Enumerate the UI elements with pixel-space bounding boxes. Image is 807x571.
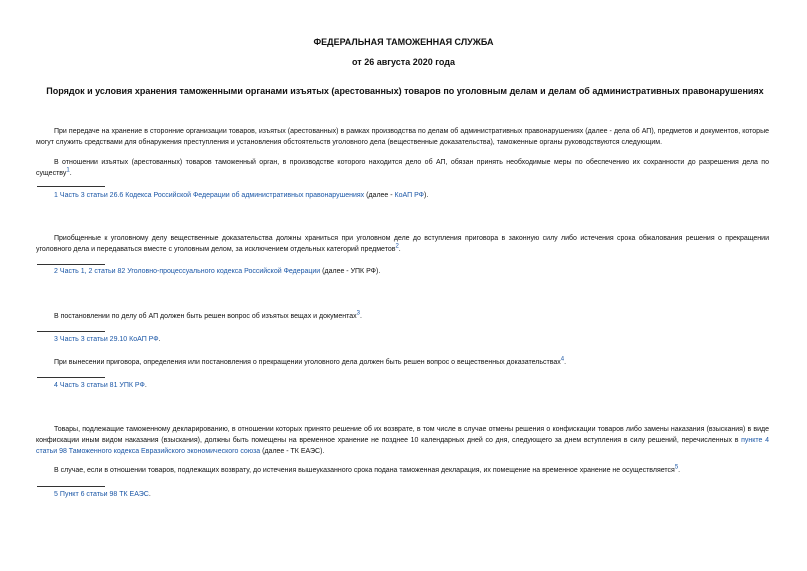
paragraph-1: При передаче на хранение в сторонние организации товаров, изъятых (арестованных) в рамках производства по делам об административных правонарушениях (далее - дела об АП), предметов и документов, которые могут служить средствами для обнаружения преступления и установления обстоятельств уголовного дела (вещественные доказательства), таможенные органы руководствуются следующим.: [36, 128, 769, 146]
koap-link[interactable]: КоАП РФ: [394, 192, 424, 199]
paragraph-5: При вынесении приговора, определения или постановления о прекращении уголовного дела должен быть решен вопрос о вещественных доказательствах$^4$.: [54, 356, 567, 366]
footnote-ref-2[interactable]: 2: [395, 243, 399, 250]
paragraph-2: В отношении изъятых (арестованных) товаров таможенный орган, в производстве которого находится дело об АП, обязан принять необходимые меры по обеспечению их сохранности до разрешения дела по существу$^1$.: [36, 159, 769, 177]
footnote-2-link[interactable]: Часть 1, 2 статьи 82 Уголовно-процессуального кодекса Российской Федерации: [59, 268, 321, 275]
footnote-4-marker: 4: [54, 382, 58, 389]
footnote-ref-5[interactable]: 5: [674, 464, 679, 471]
document-date: от 26 августа 2020 года: [352, 57, 455, 67]
footnote-ref-3[interactable]: 3: [356, 310, 360, 317]
footnote-2-marker: 2: [54, 268, 58, 275]
paragraph-7: В случае, если в отношении товаров, подлежащих возврату, до истечения вышеуказанного срока подана таможенная декларация, их помещение на временное хранение не осуществляется$^5$.: [54, 464, 681, 474]
footnote-1: 1 Часть 3 статьи 26.6 Кодекса Российской Федерации об административных правонарушениях (далее - КоАП РФ).: [54, 192, 429, 199]
tk-eaes-article-98-link[interactable]: пункте 4 статьи 98 Таможенного кодекса Евразийского экономического союза: [36, 437, 769, 455]
paragraph-6: Товары, подлежащие таможенному декларированию, в отношении которых принято решение об их возврате, в том числе в случае отмены решения о конфискации товаров либо замены наказания (взыскания) в виде конфискации иным видом наказания (взыскания), должны быть помещены на временное хранение не позднее 10 календарных дней со дня, следующего за днем вступления в силу решений, перечисленных в пункте 4 статьи 98 Таможенного кодекса Евразийского экономического союза (далее - ТК ЕАЭС).: [36, 426, 769, 455]
paragraph-3: Приобщенные к уголовному делу вещественные доказательства должны храниться при уголовном деле до вступления приговора в законную силу либо истечения срока обжалования решения о прекращении уголовного дела и передаваться вместе с уголовным делом, за исключением отдельных категорий предметов$^2$.: [36, 235, 769, 253]
footnote-divider: [37, 264, 105, 265]
footnote-divider: [37, 486, 105, 487]
footnote-3-link[interactable]: Часть 3 статьи 29.10 КоАП РФ: [59, 336, 159, 343]
footnote-5: 5 Пункт 6 статьи 98 ТК ЕАЭС.: [54, 491, 151, 498]
agency-name: ФЕДЕРАЛЬНАЯ ТАМОЖЕННАЯ СЛУЖБА: [313, 37, 494, 47]
footnote-divider: [37, 377, 105, 378]
footnote-3: 3 Часть 3 статьи 29.10 КоАП РФ.: [54, 336, 161, 343]
paragraph-5-text: При вынесении приговора, определения или постановления о прекращении уголовного дела должен быть решен вопрос о вещественных доказательствах: [54, 359, 561, 366]
footnote-divider: [37, 186, 105, 187]
footnote-1-link[interactable]: Часть 3 статьи 26.6 Кодекса Российской Федерации об административных правонарушениях: [59, 192, 365, 199]
footnote-ref-1[interactable]: 1: [66, 167, 70, 174]
paragraph-6-text: Товары, подлежащие таможенному декларированию, в отношении которых принято решение об их возврате, в том числе в случае отмены решения о конфискации товаров либо замены наказания (взыскания) в виде конфискации иным видом наказания (взыскания), должны быть помещены на временное хранение не позднее 10 календарных дней со дня, следующего за днем вступления в силу решений, перечисленных в: [36, 426, 769, 444]
paragraph-4: В постановлении по делу об АП должен быть решен вопрос об изъятых вещах и документах$^3$.: [54, 310, 362, 320]
footnote-ref-4[interactable]: 4: [560, 356, 565, 363]
footnote-1-marker: 1: [54, 192, 58, 199]
document-title: Порядок и условия хранения таможенными органами изъятых (арестованных) товаров по уголовным делам и делам об административных правонарушениях: [46, 86, 764, 96]
footnote-2: 2 Часть 1, 2 статьи 82 Уголовно-процессуального кодекса Российской Федерации (далее - УПК РФ).: [54, 268, 381, 275]
footnote-4: 4 Часть 3 статьи 81 УПК РФ.: [54, 382, 147, 389]
paragraph-4-text: В постановлении по делу об АП должен быть решен вопрос об изъятых вещах и документах: [54, 313, 357, 320]
footnote-divider: [37, 331, 105, 332]
paragraph-2-text: В отношении изъятых (арестованных) товаров таможенный орган, в производстве которого находится дело об АП, обязан принять необходимые меры по обеспечению их сохранности до разрешения дела по существу: [36, 159, 769, 177]
footnote-4-link[interactable]: Часть 3 статьи 81 УПК РФ: [59, 382, 145, 389]
paragraph-3-text: Приобщенные к уголовному делу вещественные доказательства должны храниться при уголовном деле до вступления приговора в законную силу либо истечения срока обжалования решения о прекращении уголовного дела и передаваться вместе с уголовным делом, за исключением отдельных категорий предметов: [36, 235, 769, 253]
footnote-3-marker: 3: [54, 336, 58, 343]
paragraph-7-text: В случае, если в отношении товаров, подлежащих возврату, до истечения вышеуказанного срока подана таможенная декларация, их помещение на временное хранение не осуществляется: [54, 467, 675, 474]
footnote-5-link[interactable]: Пункт 6 статьи 98 ТК ЕАЭС: [59, 491, 149, 498]
footnote-5-marker: 5: [54, 491, 58, 498]
